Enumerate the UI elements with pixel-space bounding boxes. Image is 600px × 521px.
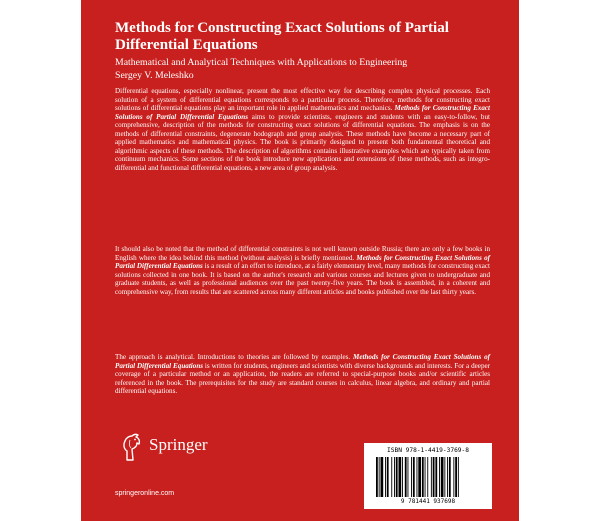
book-subtitle: Mathematical and Analytical Techniques with Applications to Engineering [115, 57, 408, 68]
blurb-paragraph-3: The approach is analytical. Introductions to theories are followed by examples. Methods for Constructing Exact Solutions of Partial Differential Equations is written for students, engineers and scientists with diverse backgrounds and interests. For a deeper coverage of a particular method or an application, the readers are referred to special-purpose books and/or scientific articles referenced in the book. The prerequisites for the study are standard courses in calculus, linear algebra, and ordinary and partial differential equations. [115, 353, 491, 396]
barcode-stripe [444, 457, 445, 497]
barcode [376, 457, 488, 497]
barcode-stripe [379, 457, 380, 497]
barcode-stripe [394, 457, 395, 497]
barcode-stripe [458, 457, 459, 497]
barcode-stripe [411, 457, 412, 497]
barcode-stripe [425, 457, 426, 497]
book-back-cover [81, 0, 519, 521]
barcode-stripe [417, 457, 418, 497]
barcode-stripe [405, 457, 407, 497]
publisher-url: springeronline.com [115, 490, 175, 497]
blurb-paragraph-1: Differential equations, especially nonlinear, present the most effective way for describing complex physical processes. Each solution of a system of differential equations corresponds to a particular process. Therefore, methods for constructing exact solutions of differential equations play an important role in applied mathematics and mechanics. Methods for Constructing Exact Solutions of Partial Differential Equations aims to provide scientists, engineers and students with an easy-to-follow, but comprehensive, description of the methods for constructing exact solutions of differential equations. The emphasis is on the methods of differential constraints, degenerate hodograph and group analysis. These methods have become a necessary part of applied mathematics and mathematical physics. The book is primarily designed to present both fundamental theoretical and algorithmic aspects of these methods. The description of algorithms contains illustrative examples which are typically taken from continuum mechanics. Some sections of the book introduce new applications and extensions of these methods, such as integro-differential and functional differential equations, a new area of group analysis. [115, 87, 491, 172]
isbn-label: ISBN 978-1-4419-3769-8 [387, 447, 469, 454]
barcode-stripe [435, 457, 437, 497]
title-emphasis: Methods for Constructing Exact Solutions of Partial Differential Equations [115, 104, 491, 121]
title-emphasis: Methods for Constructing Exact Solutions of Partial Differential Equations [115, 253, 491, 271]
barcode-stripe [408, 457, 409, 497]
publisher-name: Springer [149, 435, 208, 454]
blurb-paragraph-2: It should also be noted that the method of differential constraints is not well known outside Russia; there are only a few books in English where the idea behind this method (without analysis) is briefly mentioned. Methods for Constructing Exact Solutions of Partial Differential Equations is a result of an effort to introduce, at a fairly elementary level, many methods for constructing exact solutions collected in one book. It is based on the author's research and various courses and lectures given to undergraduate and graduate students, as well as professional audiences over the past twenty-five years. The book is assembled, in a coherent and comprehensive way, from results that are scattered across many different articles and books published over the last thirty years. [115, 245, 491, 296]
barcode-stripe [418, 457, 421, 497]
springer-horse-icon [121, 432, 143, 462]
barcode-stripe [387, 457, 389, 497]
barcode-stripe [385, 457, 386, 497]
barcode-stripe [427, 457, 428, 497]
barcode-panel [364, 443, 492, 509]
barcode-number: 9 781441 937698 [400, 498, 456, 505]
book-author: Sergey V. Meleshko [115, 70, 194, 81]
barcode-stripe [422, 457, 424, 497]
book-title: Methods for Constructing Exact Solutions of Partial Differential Equations [115, 20, 449, 53]
barcode-stripe [441, 457, 444, 497]
barcode-stripe [399, 457, 402, 497]
barcode-stripe [449, 457, 451, 497]
barcode-stripe [381, 457, 384, 497]
barcode-stripe [447, 457, 448, 497]
barcode-stripe [453, 457, 454, 497]
barcode-stripe [396, 457, 398, 497]
barcode-stripe [376, 457, 378, 497]
springer-logo [121, 432, 231, 462]
barcode-stripe [402, 457, 403, 497]
barcode-stripe [413, 457, 415, 497]
barcode-stripe [391, 457, 392, 497]
title-emphasis: Methods for Constructing Exact Solutions of Partial Differential Equations [115, 353, 490, 370]
barcode-stripe [431, 457, 432, 497]
barcode-stripe [433, 457, 435, 497]
barcode-stripe [455, 457, 457, 497]
barcode-stripe [439, 457, 440, 497]
